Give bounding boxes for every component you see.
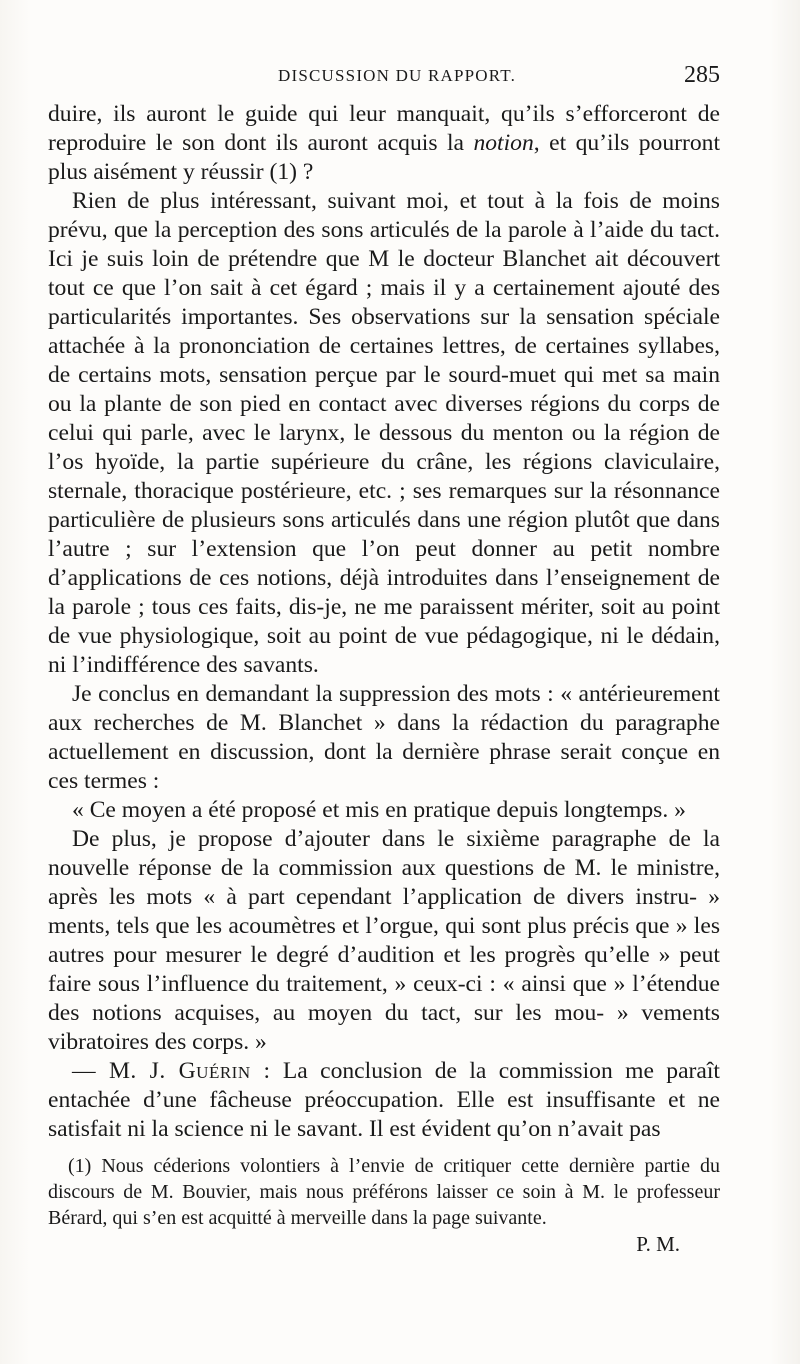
paragraph-6-text: La conclusion de la commission me paraît entachée d’une fâcheuse préoccupation. Elle est insuffisante et ne satisfait ni la science ni le savant. Il est évident qu’on n’avait pas: [48, 1058, 720, 1142]
main-text: [48, 100, 720, 1144]
paragraph-6: [48, 1057, 720, 1144]
running-title: DISCUSSION DU RAPPORT.: [278, 66, 517, 85]
running-head: [48, 62, 720, 92]
paragraph-1: [48, 100, 720, 187]
paragraph-3: Je conclus en demandant la suppression des mots : « antérieurement aux recherches de M. Blanchet » dans la rédaction du paragraphe actuellement en discussion, dont la dernière phrase serait conçue en ces termes :: [48, 681, 720, 794]
paragraph-4-quote: « Ce moyen a été proposé et mis en pratique depuis longtemps. »: [72, 797, 686, 823]
footnote-signature: P. M.: [636, 1232, 680, 1256]
paragraph-5: De plus, je propose d’ajouter dans le sixième paragraphe de la nouvelle réponse de la commission aux questions de M. le ministre, après les mots « à part cependant l’application de divers instru- » ments, tels que les acoumètres et l’orgue, qui sont plus précis que » les autres pour mesurer le degré d’audition et les progrès qu’elle » peut faire sous l’influence du traitement, » ceux-ci : « ainsi que » l’étendue des notions acquises, au moyen du tact, sur les mou- » vements vibratoires des corps. »: [48, 826, 720, 1055]
italic-term: notion: [473, 130, 534, 156]
paragraph-1-end: , et qu’ils pourront plus aisément y réussir (1) ?: [48, 130, 721, 185]
speaker-name: — M. J. Guérin :: [72, 1058, 271, 1084]
page-number: 285: [684, 62, 720, 88]
paragraph-1-text: duire, ils auront le guide qui leur manquait, qu’ils s’efforceront de reproduire le son dont ils auront acquis la: [48, 101, 720, 156]
footnote: [48, 1153, 720, 1257]
paragraph-2: Rien de plus intéressant, suivant moi, et tout à la fois de moins prévu, que la perception des sons articulés de la parole à l’aide du tact. Ici je suis loin de prétendre que M le docteur Blanchet ait découvert tout ce que l’on sait à cet égard ; mais il y a certainement ajouté des particularités importantes. Ses observations sur la sensation spéciale attachée à la prononciation de certaines lettres, de certaines syllabes, de certains mots, sensation perçue par le sourd-muet qui met sa main ou la plante de son pied en contact avec diverses régions du corps de celui qui parle, avec le larynx, le dessous du menton ou la région de l’os hyoïde, la partie supérieure du crâne, les régions claviculaire, sternale, thoracique postérieure, etc. ; ses remarques sur la résonnance particulière de plusieurs sons articulés dans une région plutôt que dans l’autre ; sur l’extension que l’on peut donner au petit nombre d’applications de ces notions, déjà introduites dans l’enseignement de la parole ; tous ces faits, dis-je, ne me paraissent mériter, soit au point de vue physiologique, soit au point de vue pédagogique, ni le dédain, ni l’indifférence des savants.: [48, 188, 720, 678]
footnote-text: (1) Nous céderions volontiers à l’envie de critiquer cette dernière partie du discours de M. Bouvier, mais nous préférons laisser ce soin à M. le professeur Bérard, qui s’en est acquitté à merveille dans la page suivante.: [48, 1155, 720, 1229]
